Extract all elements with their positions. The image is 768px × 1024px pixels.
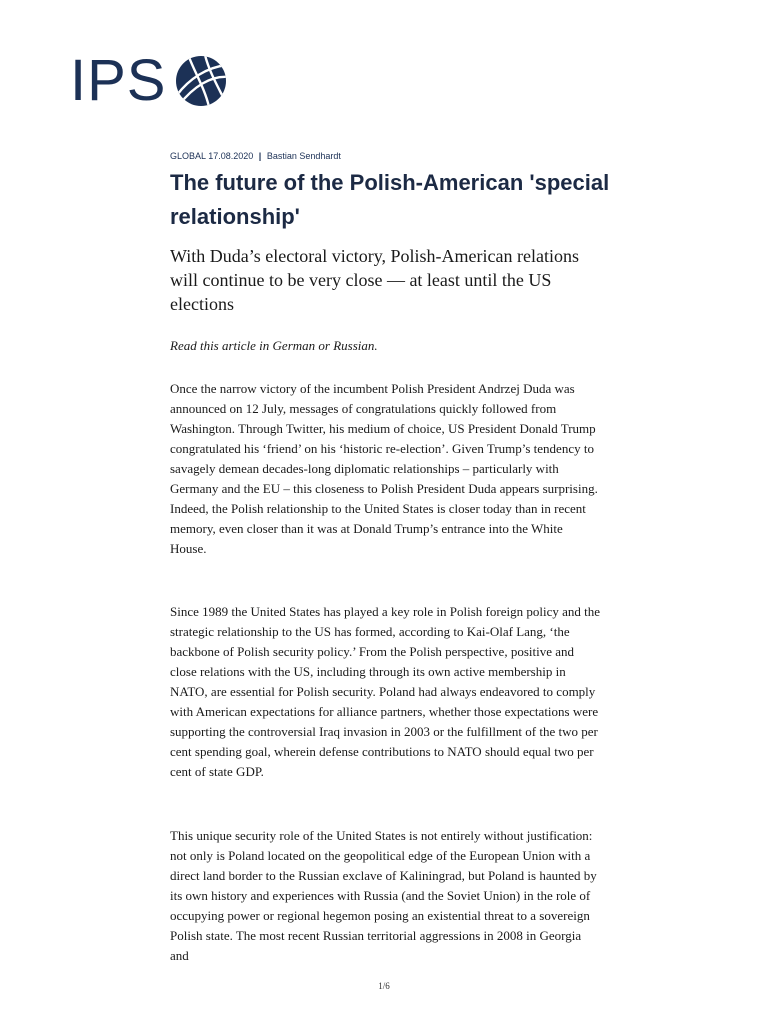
article-subtitle: With Duda’s electoral victory, Polish-American relations will continue to be very close — at least until the US elections <box>170 246 579 314</box>
page-number: 1/6 <box>378 981 390 991</box>
logo-text: IPS <box>70 48 167 113</box>
article-title: The future of the Polish-American 'special relationship' <box>170 170 610 229</box>
meta-category: GLOBAL <box>170 151 206 161</box>
body-paragraph: This unique security role of the United States is not entirely without justification: not only is Poland located on the geopolitical edge of the European Union with a direct land border to the Russian exclave of Kaliningrad, but Poland is haunted by its own history and experiences with Russia (and the Soviet Union) in the role of occupying power or regional hegemon posing an existential threat to a sovereign Polish state. The most recent Russian territorial aggressions in 2008 in Georgia and <box>170 828 597 963</box>
globe-logo-icon <box>175 55 227 107</box>
article-meta <box>170 151 341 161</box>
ips-logo <box>70 48 227 113</box>
meta-separator: | <box>258 151 262 161</box>
meta-author: Bastian Sendhardt <box>266 151 341 161</box>
body-paragraph: Since 1989 the United States has played a key role in Polish foreign policy and the strategic relationship to the US has formed, according to Kai-Olaf Lang, ‘the backbone of Polish security policy.’ From the Polish perspective, positive and close relations with the US, including through its own active membership in NATO, are essential for Polish security. Poland had always endeavored to comply with American expectations for alliance partners, whether those expectations were supporting the controversial Iraq invasion in 2003 or the fulfillment of the two per cent spending goal, wherein defense contributions to NATO should equal two per cent of state GDP. <box>170 604 600 779</box>
read-translation-link[interactable]: Read this article in German or Russian. <box>170 338 378 353</box>
body-paragraph: Once the narrow victory of the incumbent Polish President Andrzej Duda was announced on 12 July, messages of congratulations quickly followed from Washington. Through Twitter, his medium of choice, US President Donald Trump congratulated his ‘friend’ on his ‘historic re-election’. Given Trump’s tendency to savagely demean decades-long diplomatic relationships – particularly with Germany and the EU – this closeness to Polish President Duda appears surprising. Indeed, the Polish relationship to the United States is closer today than in recent memory, even closer than it was at Donald Trump’s entrance into the White House. <box>170 381 598 556</box>
meta-date: 17.08.2020 <box>208 151 254 161</box>
